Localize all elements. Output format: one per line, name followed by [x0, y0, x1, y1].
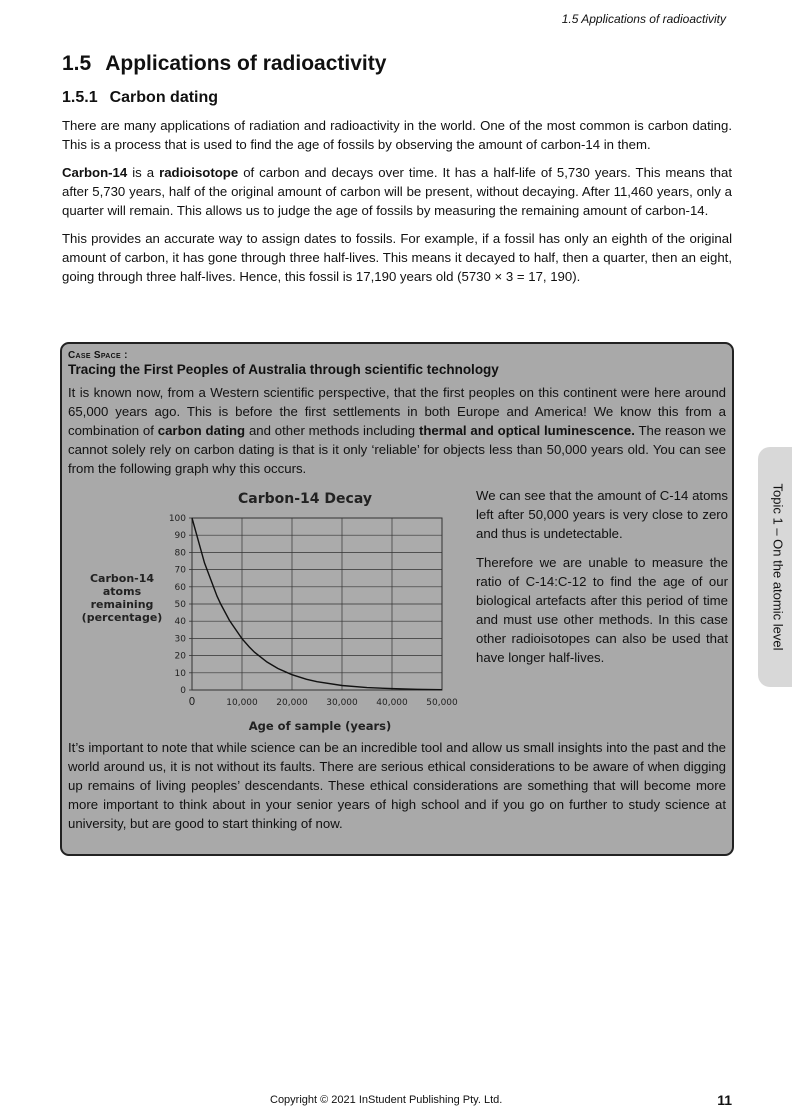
case-paragraph-1: [68, 383, 726, 478]
y-axis-label-line: Carbon-14: [89, 572, 155, 585]
y-tick-label: 80: [174, 548, 186, 559]
case-paragraph-1-c: The reason we cannot solely rely on carbon dating is that is it only ‘reliable’ for objects less than 50,000 years old. You can see from the following graph why this occurs.: [68, 423, 727, 476]
x-axis-label: Age of sample (years): [248, 719, 392, 733]
section-title: Applications of radioactivity: [105, 52, 387, 75]
x-tick-label: 0: [188, 696, 196, 708]
y-axis-label-line: atoms: [102, 585, 142, 598]
x-tick-label: 30,000: [326, 698, 358, 708]
carbon-14-decay-chart: [70, 486, 462, 738]
paragraph-1: There are many applications of radiation and radioactivity in the world. One of the most common is carbon dating. This is a process that is used to find the age of fossils by observing the amount of carbon-14 in them.: [62, 118, 732, 152]
topic-side-tab-label: Topic 1 – On the atomic level: [770, 483, 786, 651]
term-luminescence: thermal and optical luminescence.: [418, 423, 635, 438]
y-tick-label: 20: [174, 651, 186, 662]
case-paragraph-1-b: and other methods including: [245, 423, 419, 438]
case-space-box: [60, 342, 734, 856]
y-tick-label: 90: [174, 531, 186, 542]
page-number: 11: [717, 1092, 732, 1108]
case-paragraph-1-a: It is known now, from a Western scientific perspective, that the first peoples on this continent were here around 65,000 years ago. This is before the first settlements in both Europe and America! We know this from a combination of: [68, 385, 726, 438]
paragraph-2: [62, 163, 732, 220]
body-text: [62, 116, 732, 295]
running-head: 1.5 Applications of radioactivity: [561, 12, 726, 26]
y-tick-label: 0: [180, 686, 186, 696]
side-paragraph-1: We can see that the amount of C-14 atoms left after 50,000 years is very close to zero and thus is undetectable.: [476, 488, 728, 541]
y-axis-label-line: (percentage): [81, 611, 163, 624]
chart-title: Carbon-14 Decay: [238, 491, 372, 507]
x-tick-label: 10,000: [226, 698, 258, 708]
y-tick-label: 60: [174, 582, 186, 593]
y-tick-label: 10: [174, 668, 186, 679]
case-space-label: Case Space :: [68, 350, 128, 361]
term-carbon-14: Carbon-14: [62, 165, 128, 180]
copyright-footer: Copyright © 2021 InStudent Publishing Pty. Ltd.: [270, 1094, 503, 1106]
term-carbon-dating: carbon dating: [157, 423, 246, 438]
subsection-number: 1.5.1: [62, 89, 98, 106]
x-tick-label: 40,000: [376, 698, 408, 708]
y-tick-label: 100: [168, 514, 186, 524]
case-space-title: Tracing the First Peoples of Australia through scientific technology: [68, 362, 499, 377]
paragraph-2-a: is a: [127, 165, 160, 180]
subsection-title: Carbon dating: [109, 89, 219, 106]
y-axis-label-line: remaining: [90, 598, 154, 611]
topic-side-tab: [758, 447, 792, 687]
term-radioisotope: radioisotope: [159, 165, 239, 180]
subsection-heading: [62, 89, 218, 107]
x-tick-label: 20,000: [276, 698, 308, 708]
y-tick-label: 40: [174, 617, 186, 628]
x-tick-label: 50,000: [426, 698, 458, 708]
side-paragraph-2: Therefore we are unable to measure the ratio of C-14:C-12 to find the age of our biological artefacts after this period of time and must use other methods. In this case other radioisotopes can also be used that have longer half-lives.: [476, 555, 728, 665]
paragraph-3: This provides an accurate way to assign dates to fossils. For example, if a fossil has only an eighth of the original amount of carbon, it has gone through three half-lives. This means it decayed to half, then a quarter, then an eight, going through three half-lives. Hence, this fossil is 17,190 years old (5730 × 3 = 17, 190).: [62, 231, 732, 284]
section-number: 1.5: [62, 52, 92, 75]
paragraph-2-b: of carbon and decays over time. It has a half-life of 5,730 years. This means that after 5,730 years, half of the original amount of carbon will be present, without decaying. After 11,460 years, only a quarter will remain. This allows us to judge the age of fossils by measuring the remaining amount of carbon-14.: [62, 165, 733, 218]
section-heading: [62, 52, 386, 76]
y-tick-label: 30: [174, 634, 186, 645]
chart-side-text: [476, 486, 728, 677]
chart-row: [68, 486, 726, 738]
y-tick-label: 70: [174, 565, 186, 576]
case-paragraph-2: It’s important to note that while science can be an incredible tool and allow us small insights into the past and the world around us, it is not without its faults. There are serious ethical considerations to be aware of when digging up remains of living peoples’ descendants. These ethical considerations are something that will become more more important to think about in your senior years of high school and if you go on further to study science at university, but are good to start thinking of now.: [68, 740, 726, 831]
y-tick-label: 50: [174, 600, 186, 610]
